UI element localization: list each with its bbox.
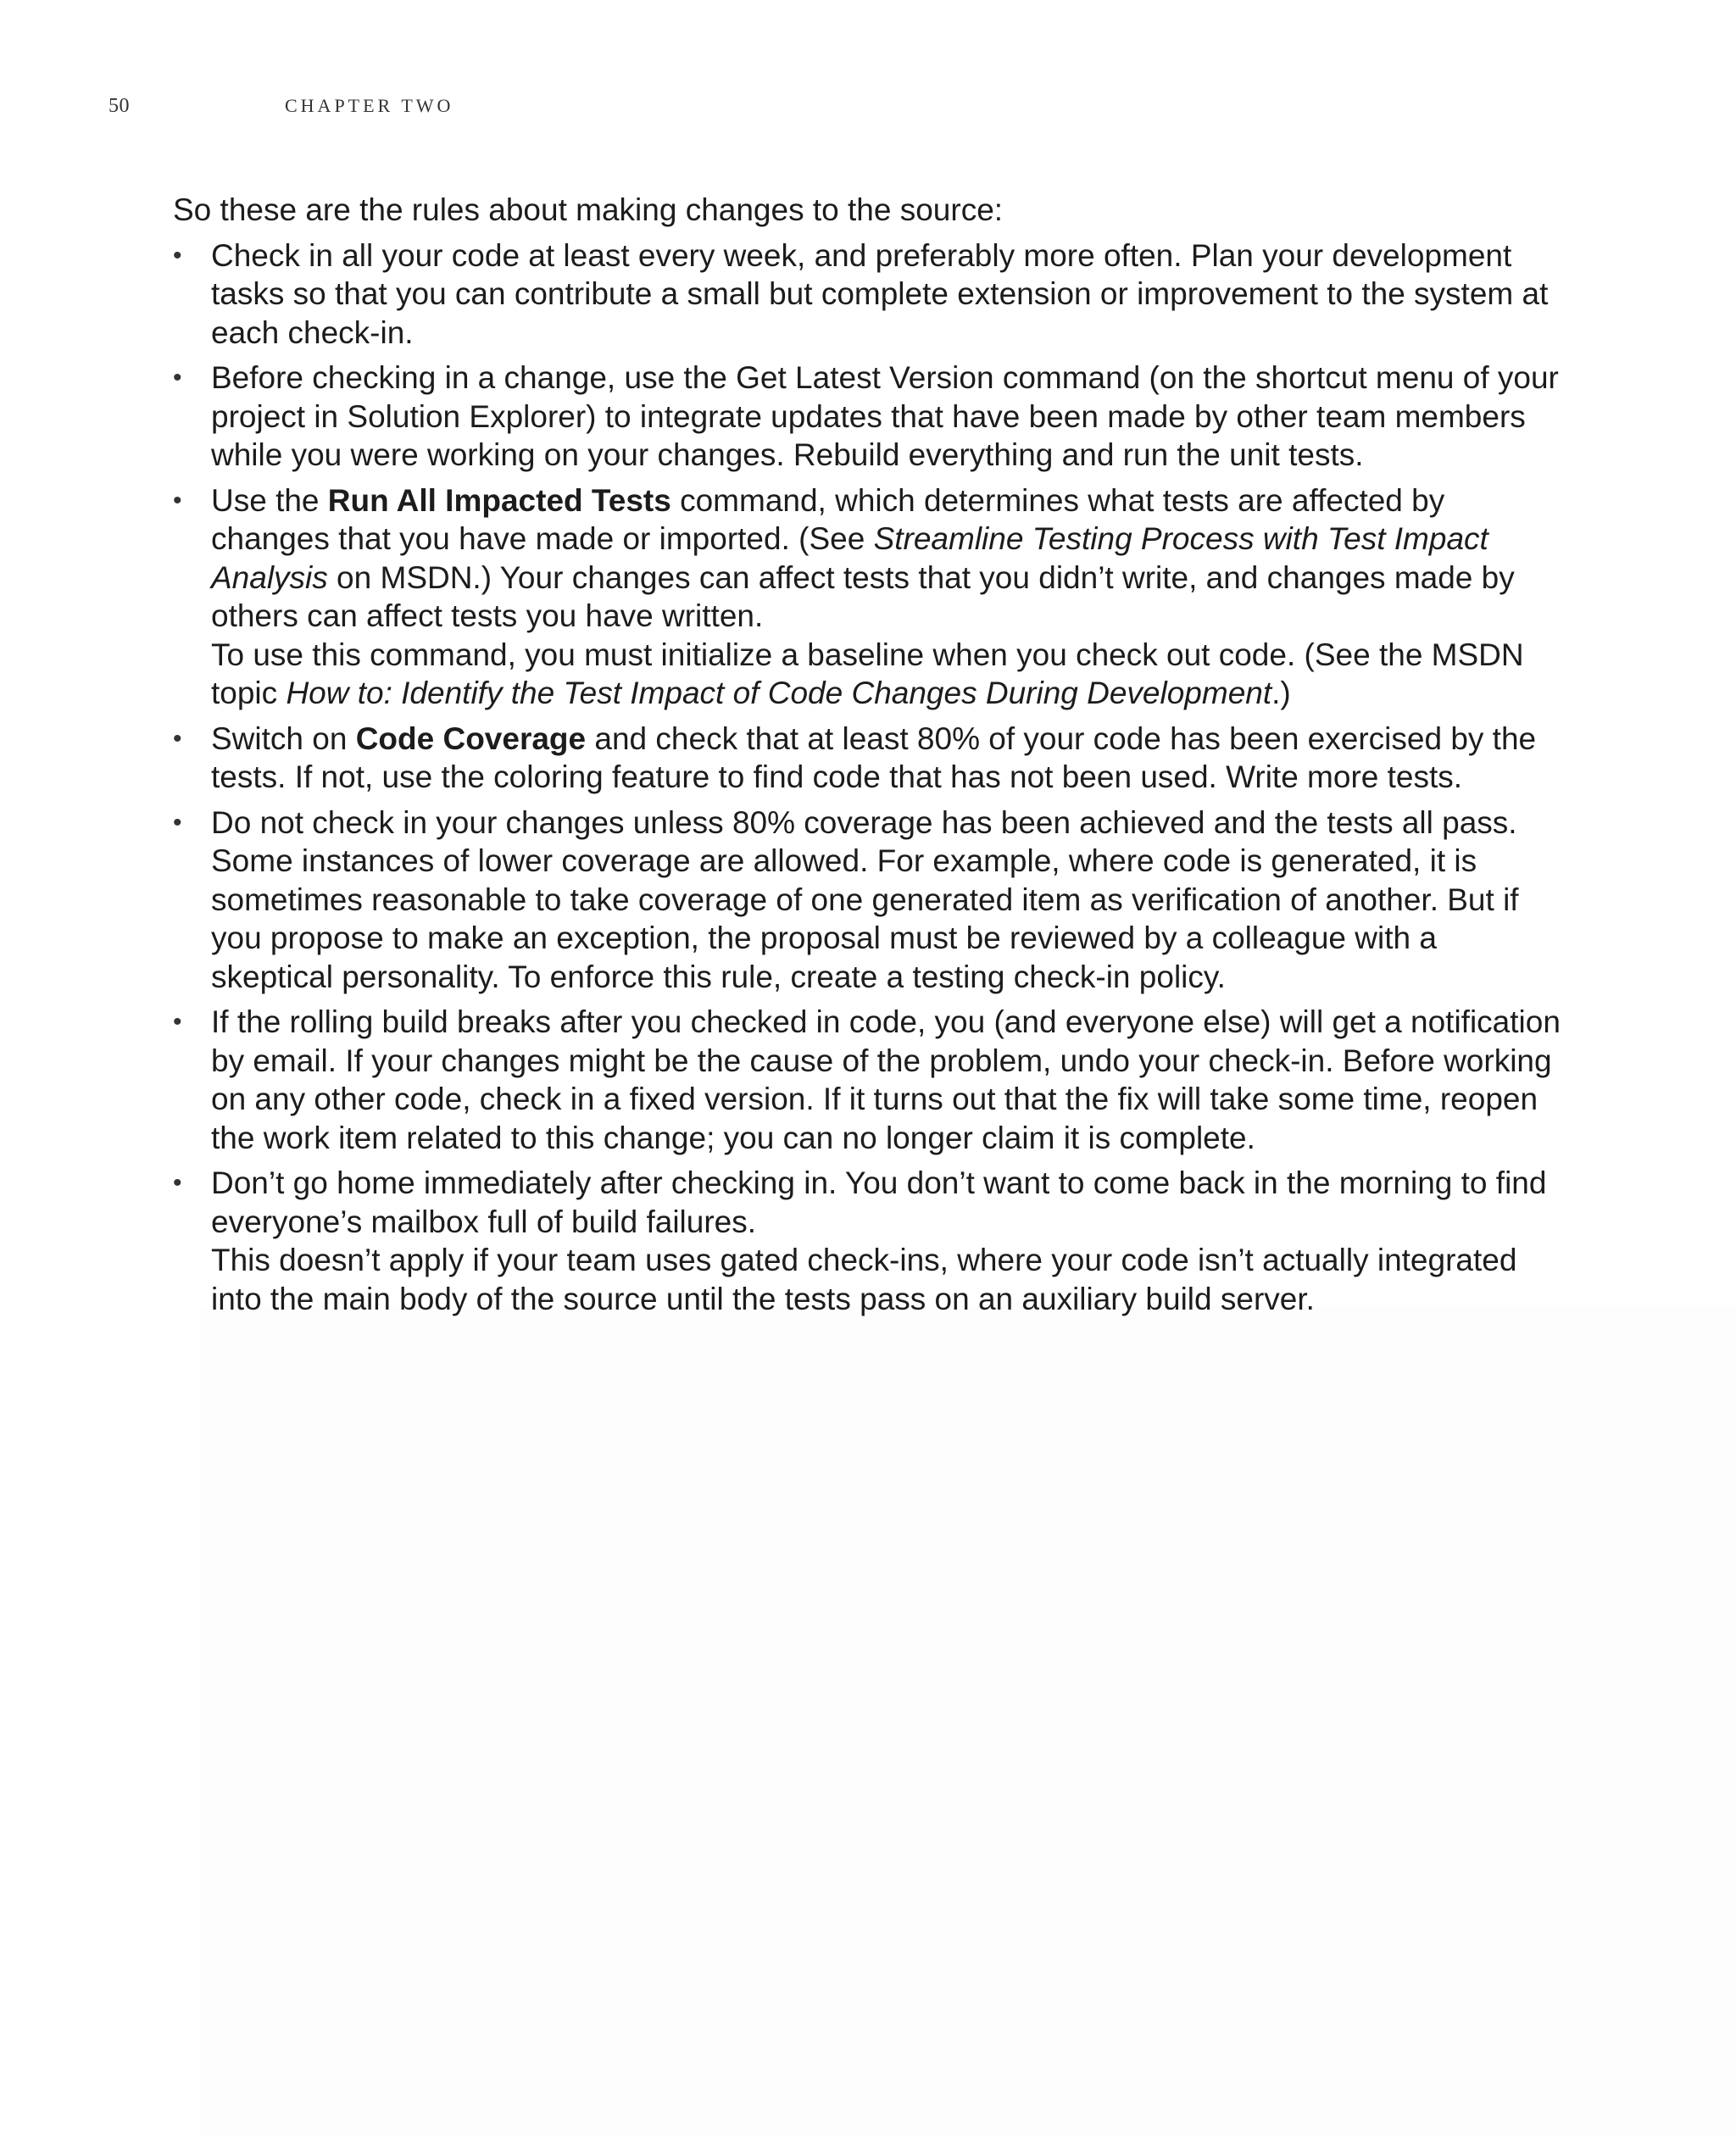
rule-text: If the rolling build breaks after you checked in code, you (and everyone else) will get a notification by email. If your changes might be the cause of the problem, undo your check-in. Before working on any other code, check in a fixed version. If it turns out that the fix will take some time, reopen the work item related to this change; you can no longer claim it is complete.: [211, 1004, 1561, 1155]
page-background-tint: [201, 1305, 1736, 2136]
bullet-icon: •: [173, 364, 182, 392]
list-item: [173, 236, 1563, 353]
msdn-topic-title: How to: Identify the Test Impact of Code Changes During Development: [286, 676, 1272, 710]
rule-text-segment: and check that at least 80% of your code has been exercised by the tests. If not, use the coloring feature to find code that has not been used. Write more tests.: [211, 720, 1537, 794]
rule-text-segment: on MSDN.) Your changes can affect tests that you didn’t write, and changes made by others can affect tests you have written.: [211, 559, 1515, 633]
rule-text-segment: Use the: [211, 482, 328, 518]
bullet-icon: •: [173, 1169, 182, 1197]
rule-text: Don’t go home immediately after checking in. You don’t want to come back in the morning to find everyone’s mailbox full of build failures.: [211, 1165, 1547, 1239]
chapter-label: CHAPTER TWO: [285, 95, 454, 116]
bullet-icon: •: [173, 724, 182, 753]
bullet-icon: •: [173, 808, 182, 837]
msdn-article-title: Streamline Testing Process with Test Impact Analysis: [211, 521, 1488, 595]
command-name: Run All Impacted Tests: [327, 482, 671, 518]
list-item: [173, 1003, 1563, 1157]
rule-text-continuation: [211, 636, 1563, 713]
rules-list: [173, 236, 1563, 1319]
bullet-icon: •: [173, 486, 182, 515]
page-number: 50: [108, 95, 130, 117]
rule-text: [211, 481, 1563, 636]
bullet-icon: •: [173, 241, 182, 270]
rule-text: Before checking in a change, use the Get Latest Version command (on the shortcut menu of your project in Solution Explorer) to integrate updates that have been made by other team members while you were working on your changes. Rebuild everything and run the unit tests.: [211, 360, 1559, 472]
list-item: [173, 804, 1563, 997]
rule-text: Check in all your code at least every week, and preferably more often. Plan your development tasks so that you can contribute a small but complete extension or improvement to the system at each check-in.: [211, 237, 1549, 350]
page-body: [173, 191, 1563, 1325]
rule-text-segment: To use this command, you must initialize a baseline when you check out code. (See the MSDN topic: [211, 637, 1524, 710]
list-item: [173, 1164, 1563, 1318]
rule-text-segment: command, which determines what tests are affected by changes that you have made or imported. (See: [211, 482, 1445, 556]
list-item: [173, 720, 1563, 797]
list-item: [173, 481, 1563, 713]
rule-text: [211, 720, 1563, 797]
intro-paragraph: So these are the rules about making changes to the source:: [173, 192, 1004, 227]
feature-name: Code Coverage: [355, 720, 587, 756]
rule-text-segment: Switch on: [211, 720, 356, 756]
rule-text-continuation: This doesn’t apply if your team uses gated check-ins, where your code isn’t actually integrated into the main body of the source until the tests pass on an auxiliary build server.: [211, 1243, 1517, 1316]
list-item: [173, 359, 1563, 475]
bullet-icon: •: [173, 1008, 182, 1036]
rule-text-segment: .): [1271, 676, 1291, 710]
rule-text: Do not check in your changes unless 80% coverage has been achieved and the tests all pass. Some instances of lower coverage are allowed. For example, where code is generated, it is sometimes reasonable to take coverage of one generated item as verification of another. But if you propose to make an exception, the proposal must be reviewed by a colleague with a skeptical personality. To enforce this rule, create a testing check-in policy.: [211, 804, 1519, 994]
